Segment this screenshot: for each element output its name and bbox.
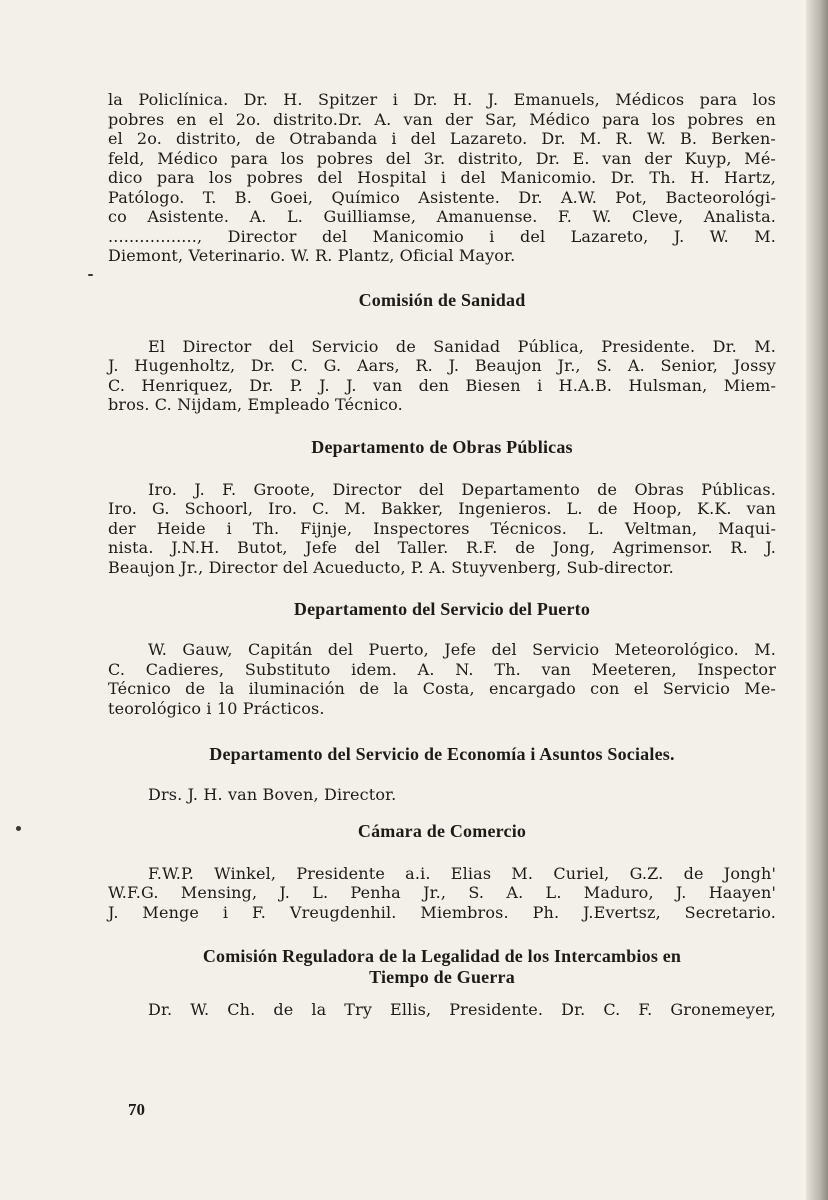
section-title: Comisión de Sanidad bbox=[358, 289, 526, 310]
section-paragraph bbox=[108, 785, 776, 805]
section-title: Cámara de Comercio bbox=[357, 820, 527, 841]
section-title: Departamento del Servicio del Puerto bbox=[293, 599, 591, 619]
section-title-line: Tiempo de Guerra bbox=[369, 967, 515, 987]
page-edge-shadow bbox=[806, 0, 828, 1200]
text-line: teorológico i 10 Prácticos. bbox=[108, 698, 325, 718]
text-line: el 2o. distrito, de Otrabanda i del Lazareto. Dr. M. R. W. B. Berken- bbox=[108, 129, 776, 148]
page-number: 70 bbox=[128, 1100, 145, 1119]
section-paragraph bbox=[108, 864, 776, 923]
text-line: Iro. J. F. Groote, Director del Departamento de Obras Públicas. bbox=[148, 479, 776, 499]
text-line: C. Henriquez, Dr. P. J. J. van den Biesen i H.A.B. Hulsman, Miem- bbox=[108, 375, 776, 395]
text-line: bros. C. Nijdam, Empleado Técnico. bbox=[108, 395, 403, 414]
section-title-line: Comisión Reguladora de la Legalidad de los Intercambios en bbox=[202, 946, 682, 966]
text-line: la Policlínica. Dr. H. Spitzer i Dr. H. J. Emanuels, Médicos para los bbox=[108, 90, 776, 109]
text-line: Técnico de la iluminación de la Costa, encargado con el Servicio Me- bbox=[108, 679, 776, 698]
text-line: dico para los pobres del Hospital i del Manicomio. Dr. Th. H. Hartz, bbox=[108, 168, 776, 187]
text-line: J. Hugenholtz, Dr. C. G. Aars, R. J. Beaujon Jr., S. A. Senior, Jossy bbox=[108, 356, 776, 375]
section-title: Departamento del Servicio de Economía i Asuntos Sociales. bbox=[209, 744, 675, 764]
text-line: nista. J.N.H. Butot, Jefe del Taller. R.F. de Jong, Agrimensor. R. J. bbox=[108, 538, 776, 557]
text-line: F.W.P. Winkel, Presidente a.i. Elias M. Curiel, G.Z. de Jongh' bbox=[148, 863, 776, 883]
text-line: co Asistente. A. L. Guilliamse, Amanuense. F. W. Cleve, Analista. bbox=[108, 207, 776, 226]
section-paragraph bbox=[108, 1000, 776, 1020]
text-line: El Director del Servicio de Sanidad Pública, Presidente. Dr. M. bbox=[148, 336, 776, 356]
text-line: C. Cadieres, Substituto idem. A. N. Th. van Meeteren, Inspector bbox=[108, 659, 776, 679]
text-line: Drs. J. H. van Boven, Director. bbox=[148, 785, 397, 804]
text-line: Iro. G. Schoorl, Iro. C. M. Bakker, Ingenieros. L. de Hoop, K.K. van bbox=[108, 499, 776, 518]
text-line: Patólogo. T. B. Goei, Químico Asistente. Dr. A.W. Pot, Bacteorológi- bbox=[108, 187, 776, 207]
text-line: Beaujon Jr., Director del Acueducto, P. A. Stuyvenberg, Sub-director. bbox=[108, 557, 674, 577]
text-line: feld, Médico para los pobres del 3r. distrito, Dr. E. van der Kuyp, Mé- bbox=[108, 148, 776, 168]
section-title: Departamento de Obras Públicas bbox=[311, 436, 573, 457]
margin-dot bbox=[16, 826, 21, 831]
text-line: J. Menge i F. Vreugdenhil. Miembros. Ph. J.Evertsz, Secretario. bbox=[108, 902, 776, 922]
text-line: Diemont, Veterinario. W. R. Plantz, Oficial Mayor. bbox=[108, 246, 516, 265]
text-line: ................., Director del Manicomio i del Lazareto, J. W. M. bbox=[108, 226, 776, 246]
section-paragraph bbox=[108, 480, 776, 578]
section-paragraph bbox=[108, 640, 776, 718]
text-line: der Heide i Th. Fijnje, Inspectores Técnicos. L. Veltman, Maqui- bbox=[108, 518, 776, 538]
text-line: Dr. W. Ch. de la Try Ellis, Presidente. Dr. C. F. Gronemeyer, bbox=[148, 1000, 776, 1019]
section-paragraph bbox=[108, 337, 776, 415]
page-body bbox=[108, 86, 776, 1020]
text-line: W.F.G. Mensing, J. L. Penha Jr., S. A. L. Maduro, J. Haayen' bbox=[108, 883, 776, 902]
text-line: W. Gauw, Capitán del Puerto, Jefe del Servicio Meteorológico. M. bbox=[148, 640, 776, 659]
text-line: pobres en el 2o. distrito.Dr. A. van der Sar, Médico para los pobres en bbox=[108, 109, 776, 129]
margin-dash bbox=[88, 274, 93, 276]
intro-paragraph bbox=[108, 90, 776, 266]
section-title bbox=[108, 946, 776, 988]
